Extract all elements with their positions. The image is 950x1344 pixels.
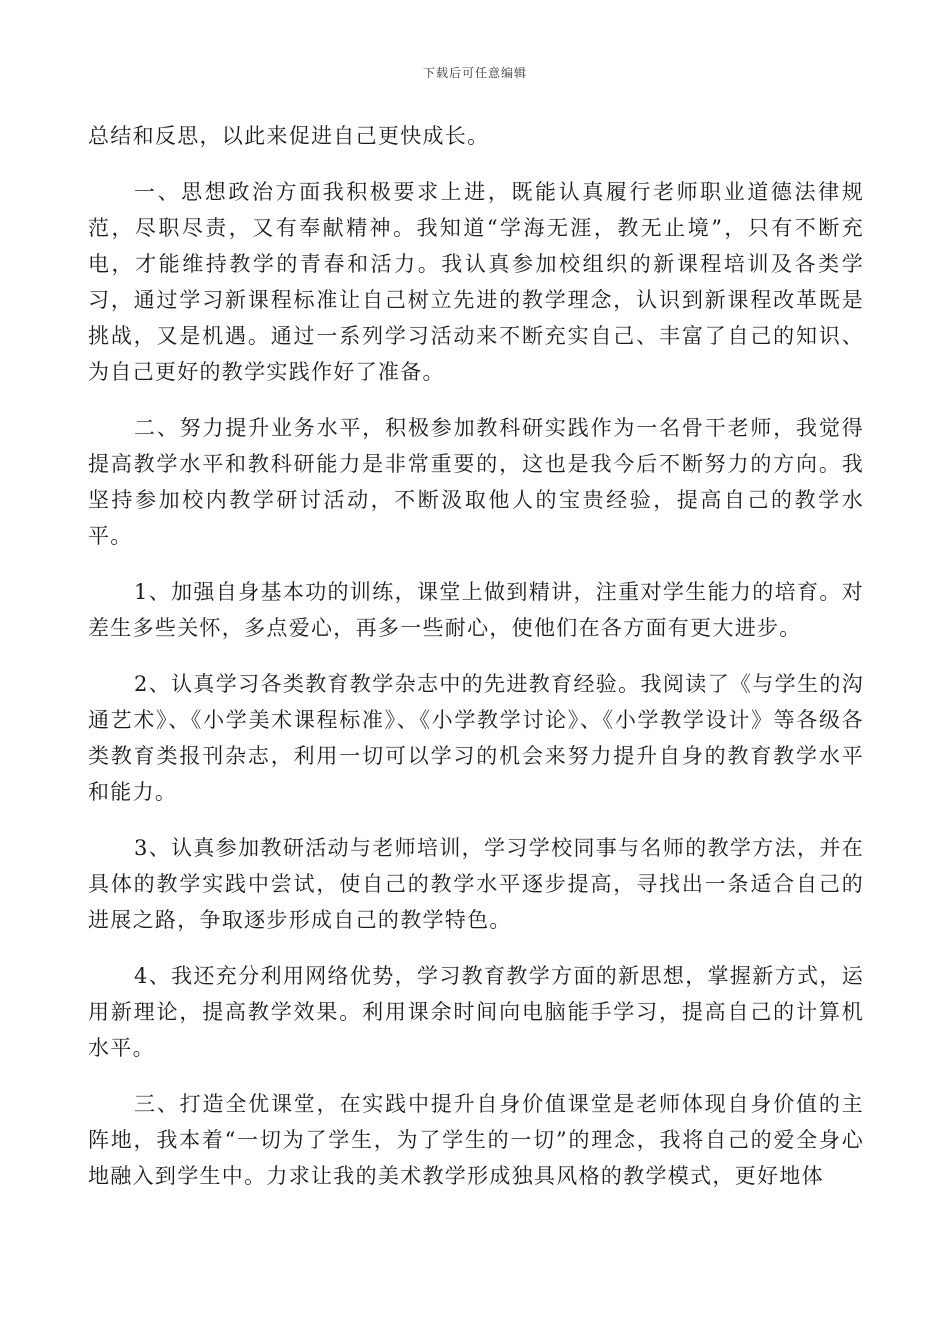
- paragraph-item-3: 3、认真参加教研活动与老师培训，学习学校同事与名师的教学方法，并在具体的教学实践中尝试，使自己的教学水平逐步提高，寻找出一条适合自己的进展之路，争取逐步形成自己的教学特色。: [88, 836, 864, 932]
- paragraph-classroom: 三、打造全优课堂，在实践中提升自身价值课堂是老师体现自身价值的主阵地，我本着“一切为了学生，为了学生的一切”的理念，我将自己的爱全身心地融入到学生中。力求让我的美术教学形成独具风格的教学模式，更好地体: [88, 1092, 864, 1188]
- paragraph-item-2: 2、认真学习各类教育教学杂志中的先进教育经验。我阅读了《与学生的沟通艺术》、《小学美术课程标准》、《小学教学讨论》、《小学教学设计》等各级各类教育类报刊杂志，利用一切可以学习的机会来努力提升自身的教育教学水平和能力。: [88, 672, 864, 804]
- paragraph-item-1: 1、加强自身基本功的训练，课堂上做到精讲，注重对学生能力的培育。对差生多些关怀，多点爱心，再多一些耐心，使他们在各方面有更大进步。: [88, 580, 864, 640]
- document-body: [88, 118, 864, 1214]
- paragraph-continuation: 总结和反思，以此来促进自己更快成长。: [88, 124, 490, 148]
- paragraph-professional: 二、努力提升业务水平，积极参加教科研实践作为一名骨干老师，我觉得提高教学水平和教科研能力是非常重要的，这也是我今后不断努力的方向。我坚持参加校内教学研讨活动，不断汲取他人的宝贵经验，提高自己的教学水平。: [88, 416, 864, 548]
- paragraph-ideology: 一、思想政治方面我积极要求上进，既能认真履行老师职业道德法律规范，尽职尽责，又有奉献精神。我知道“学海无涯，教无止境”，只有不断充电，才能维持教学的青春和活力。我认真参加校组织的新课程培训及各类学习，通过学习新课程标准让自己树立先进的教学理念，认识到新课程改革既是挑战，又是机遇。通过一系列学习活动来不断充实自己、丰富了自己的知识、为自己更好的教学实践作好了准备。: [88, 180, 864, 384]
- page-header: 下载后可任意编辑: [422, 66, 527, 80]
- paragraph-item-4: 4、我还充分利用网络优势，学习教育教学方面的新思想，掌握新方式，运用新理论，提高教学效果。利用课余时间向电脑能手学习，提高自己的计算机水平。: [88, 964, 864, 1060]
